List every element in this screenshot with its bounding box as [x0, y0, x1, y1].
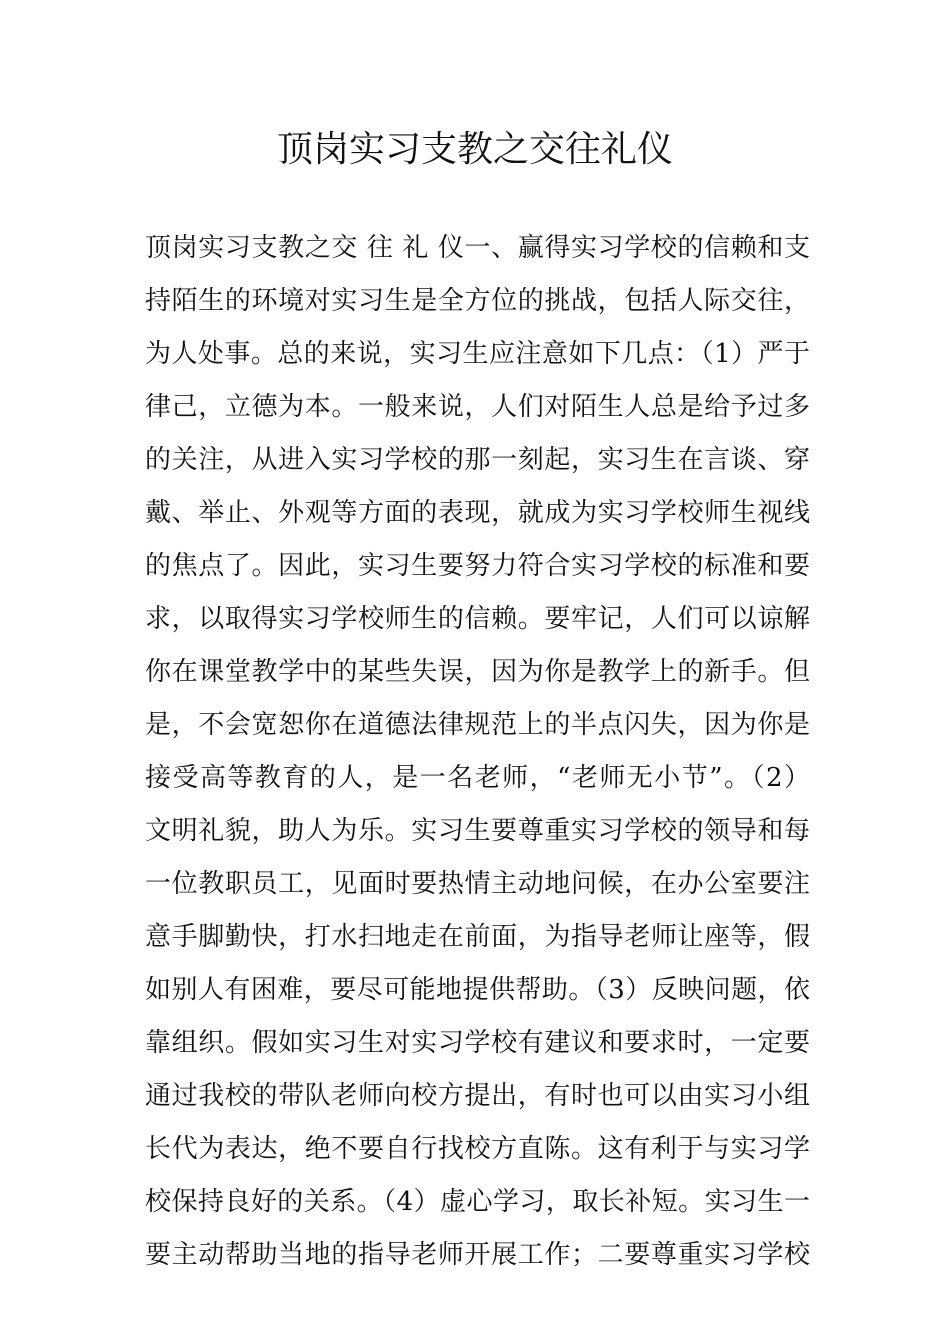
- body-line-8: 求，以取得实习学校师生的信赖。要牢记，人们可以谅解: [145, 604, 810, 634]
- body-line-1: 顶岗实习支教之交 往 礼 仪一、赢得实习学校的信赖和支: [145, 233, 810, 263]
- body-line-18: 长代为表达，绝不要自行找校方直陈。这有利于与实习学: [145, 1134, 810, 1164]
- document-body: [145, 222, 810, 1282]
- body-line-19: 校保持良好的关系。（4）虚心学习，取长补短。实习生一: [145, 1187, 810, 1217]
- body-line-11: 接受高等教育的人，是一名老师，“老师无小节”。（2）: [145, 763, 810, 793]
- body-line-14: 意手脚勤快，打水扫地走在前面，为指导老师让座等，假: [145, 922, 810, 952]
- body-line-17: 通过我校的带队老师向校方提出，有时也可以由实习小组: [145, 1081, 810, 1111]
- body-line-15: 如别人有困难，要尽可能地提供帮助。（3）反映问题，依: [145, 975, 810, 1005]
- body-line-9: 你在课堂教学中的某些失误，因为你是教学上的新手。但: [145, 657, 810, 687]
- body-line-6: 戴、举止、外观等方面的表现，就成为实习学校师生视线: [145, 498, 810, 528]
- body-line-12: 文明礼貌，助人为乐。实习生要尊重实习学校的领导和每: [145, 816, 810, 846]
- document-title: 顶岗实习支教之交往礼仪: [276, 129, 673, 170]
- body-line-3: 为人处事。总的来说，实习生应注意如下几点：（1）严于: [145, 339, 810, 369]
- body-line-20: 要主动帮助当地的指导老师开展工作；二要尊重实习学校: [145, 1240, 810, 1270]
- body-line-16: 靠组织。假如实习生对实习学校有建议和要求时，一定要: [145, 1028, 810, 1058]
- body-line-7: 的焦点了。因此，实习生要努力符合实习学校的标准和要: [145, 551, 810, 581]
- body-line-13: 一位教职员工，见面时要热情主动地问候，在办公室要注: [145, 869, 810, 899]
- body-line-5: 的关注，从进入实习学校的那一刻起，实习生在言谈、穿: [145, 445, 810, 475]
- body-line-4: 律己，立德为本。一般来说，人们对陌生人总是给予过多: [145, 392, 810, 422]
- body-line-10: 是，不会宽恕你在道德法律规范上的半点闪失，因为你是: [145, 710, 810, 740]
- body-line-2: 持陌生的环境对实习生是全方位的挑战，包括人际交往，: [145, 286, 810, 316]
